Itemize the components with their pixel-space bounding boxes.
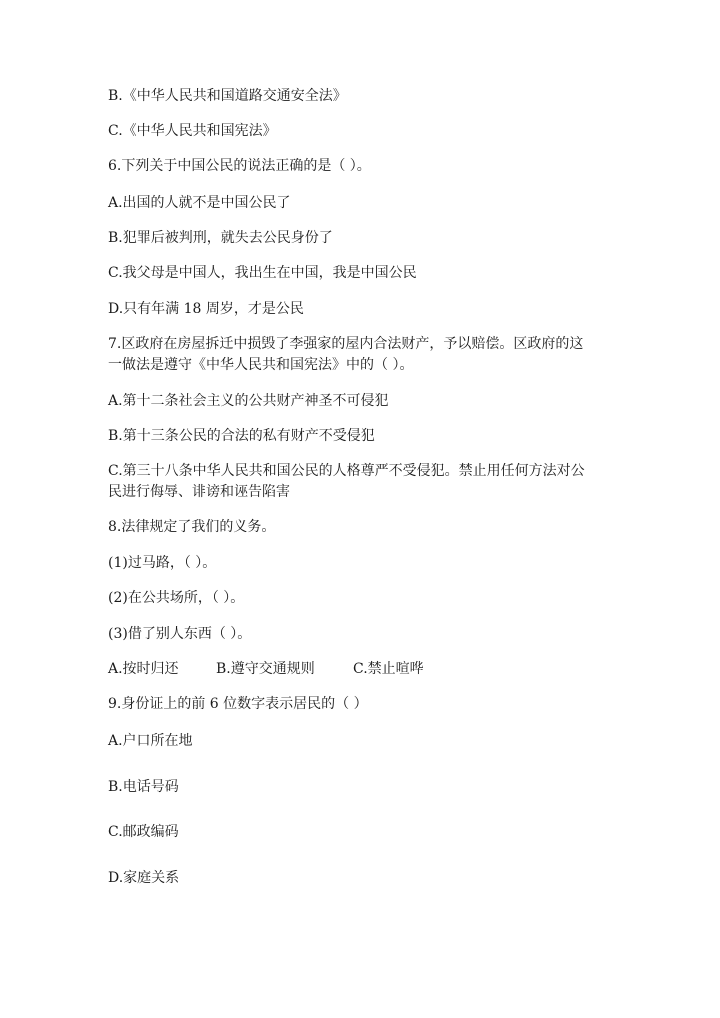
q6-option-d: D.只有年满 18 周岁，才是公民 xyxy=(108,301,304,317)
q8-item-3: (3)借了别人东西（ ）。 xyxy=(108,626,252,642)
q6-option-a: A.出国的人就不是中国公民了 xyxy=(108,195,291,211)
q7-option-c-line1: C.第三十八条中华人民共和国公民的人格尊严不受侵犯。禁止用任何方法对公 xyxy=(108,463,585,479)
q5-option-c: C.《中华人民共和国宪法》 xyxy=(108,123,277,139)
q6-question: 6.下列关于中国公民的说法正确的是（ ）。 xyxy=(108,158,371,174)
q7-question-line2: 一做法是遵守《中华人民共和国宪法》中的（ ）。 xyxy=(108,357,414,373)
q8-item-1: (1)过马路，（ ）。 xyxy=(108,555,217,571)
q8-options-row xyxy=(108,659,424,679)
q9-option-b: B.电话号码 xyxy=(108,779,179,795)
q8-question: 8.法律规定了我们的义务。 xyxy=(108,519,276,535)
q8-option-b: B.遵守交通规则 xyxy=(216,661,315,677)
q8-option-a: A.按时归还 xyxy=(108,661,179,677)
q6-option-c: C.我父母是中国人，我出生在中国，我是中国公民 xyxy=(108,265,417,281)
q5-option-b: B.《中华人民共和国道路交通安全法》 xyxy=(108,88,347,104)
q9-question: 9.身份证上的前 6 位数字表示居民的（ ） xyxy=(108,696,368,712)
q8-item-2: (2)在公共场所，（ ）。 xyxy=(108,590,245,606)
q6-option-b: B.犯罪后被判刑，就失去公民身份了 xyxy=(108,230,333,246)
q8-option-c: C.禁止喧哗 xyxy=(353,661,424,677)
q9-option-d: D.家庭关系 xyxy=(108,870,180,886)
q7-question-line1: 7.区政府在房屋拆迁中损毁了李强家的屋内合法财产，予以赔偿。区政府的这 xyxy=(108,336,584,352)
q9-option-c: C.邮政编码 xyxy=(108,824,179,840)
q7-option-a: A.第十二条社会主义的公共财产神圣不可侵犯 xyxy=(108,393,389,409)
q7-option-c-line2: 民进行侮辱、诽谤和诬告陷害 xyxy=(108,484,290,500)
q7-option-b: B.第十三条公民的合法的私有财产不受侵犯 xyxy=(108,428,375,444)
q9-option-a: A.户口所在地 xyxy=(108,733,193,749)
